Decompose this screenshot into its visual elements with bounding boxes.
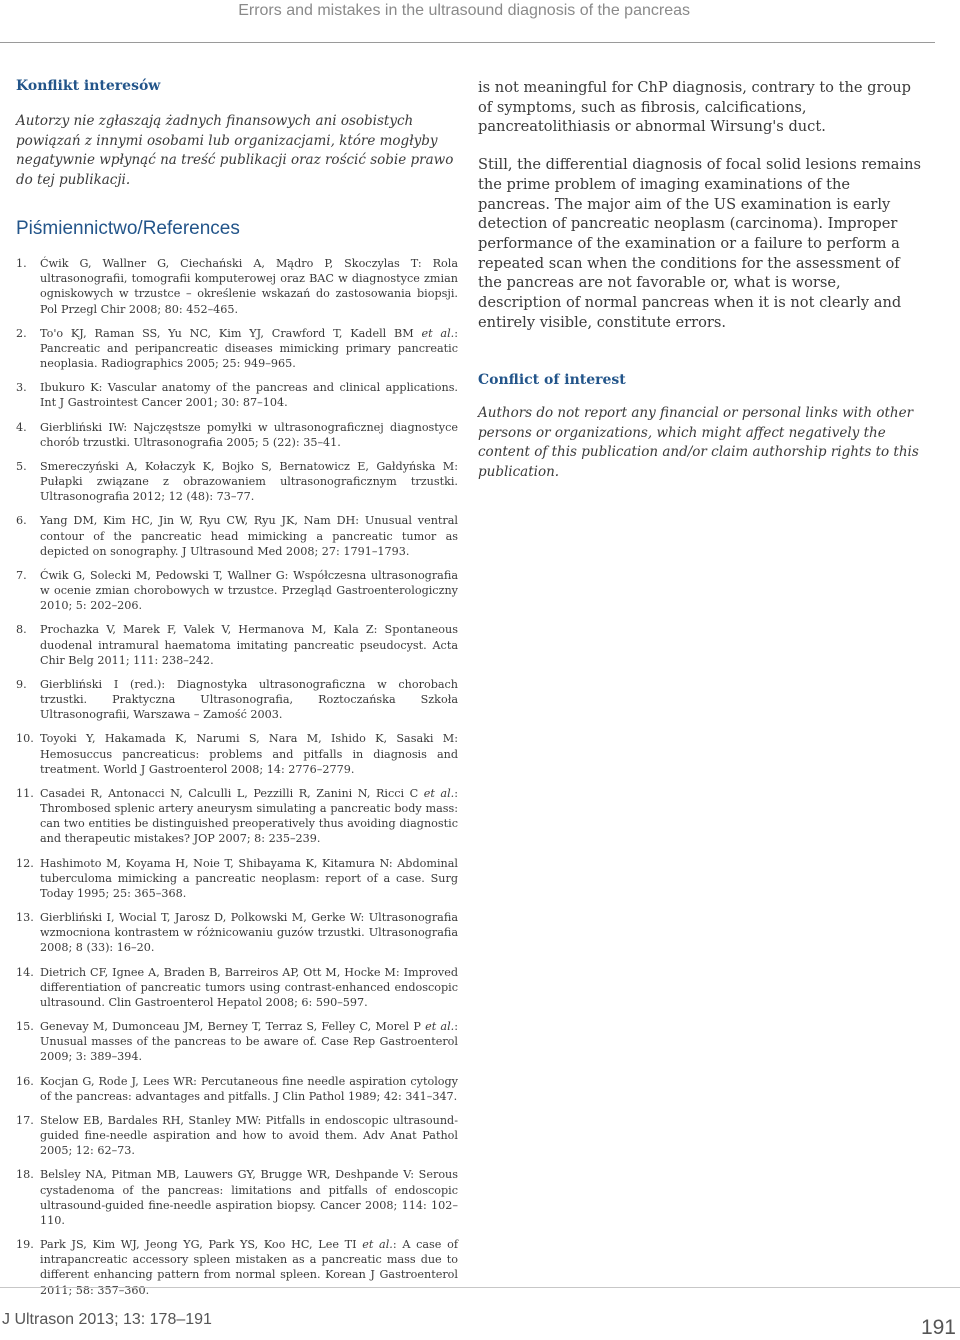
reference-number: 1. [16, 257, 27, 270]
reference-number: 13. [16, 911, 34, 924]
reference-number: 19. [16, 1238, 34, 1251]
reference-text: Ćwik G, Solecki M, Pedowski T, Wallner G: Współczesna ultrasonografia w ocenie zmian chorobowych w trzustce. Przegląd Gastroenterologiczny 2010; 5: 202–206. [40, 568, 458, 613]
reference-text: To'o KJ, Raman SS, Yu NC, Kim YJ, Crawford T, Kadell BM [40, 326, 422, 340]
reference-number: 14. [16, 965, 34, 979]
conflict-pl-text: Autorzy nie zgłaszają żadnych finansowych ani osobistych powiązań z innymi osobami lub organizacjami, które mogłyby negatywnie wpłynąć na treść publikacji oraz rościć sobie prawo do tej publikacji. [16, 113, 454, 188]
conflict-text: Authors do not report any financial or personal links with other persons or organizations, which might affect negatively the content of this publication and/or claim authorship rights to this publication. [478, 405, 919, 480]
reference-item [16, 256, 458, 317]
reference-number: 17. [16, 1113, 34, 1127]
reference-number: 2. [16, 326, 27, 340]
reference-number: 15. [16, 1020, 34, 1033]
reference-number: 4. [16, 420, 27, 434]
reference-text: Gierbliński I, Wocial T, Jarosz D, Polkowski M, Gerke W: Ultrasonografia wzmocniona kontrastem w różnicowaniu guzów trzustki. Ultrasonografia 2008; 8 (33): 16–20. [40, 911, 458, 955]
reference-number: 7. [16, 568, 27, 582]
reference-item [16, 513, 458, 559]
footer-rule [0, 1287, 960, 1288]
body-paragraph-1: is not meaningful for ChP diagnosis, contrary to the group of symptoms, such as fibrosis, calcifications, pancreatolithiasis or abnormal Wirsung's duct. [478, 79, 911, 136]
reference-text: Dietrich CF, Ignee A, Braden B, Barreiros AP, Ott M, Hocke M: Improved differentiation of pancreatic tumors using contrast-enhanced endoscopic ultrasound. Clin Gastroenterol Hepatol 2008; 6: 590–597. [40, 965, 458, 1009]
reference-item [16, 1237, 458, 1298]
reference-number: 18. [16, 1168, 34, 1182]
reference-item [16, 326, 458, 372]
reference-text: Smereczyński A, Kołaczyk K, Bojko S, Bernatowicz E, Gałdyńska M: Pułapki związane z obrazowaniem ultrasonograficznym trzustki. Ultrasonografia 2012; 12 (48): 73–77. [40, 459, 458, 504]
page-number: 191 [920, 1316, 956, 1339]
reference-item [16, 459, 458, 505]
reference-text-tail: : Pancreatic and peripancreatic diseases mimicking primary pancreatic neoplasia. Radiographics 2005; 25: 949–965. [40, 326, 458, 371]
reference-item [16, 420, 458, 450]
reference-etal: et al. [423, 786, 455, 800]
reference-text: Toyoki Y, Hakamada K, Narumi S, Nara M, Ishido K, Sasaki M: Hemosuccus pancreaticus: problems and pitfalls in diagnosis and treatment. World J Gastroenterol 2008; 14: 2776–2779. [40, 732, 458, 776]
reference-item [16, 856, 458, 902]
reference-text: Kocjan G, Rode J, Lees WR: Percutaneous fine needle aspiration cytology of the pancreas: advantages and pitfalls. J Clin Pathol 1989; 42: 341–347. [40, 1074, 458, 1103]
reference-text: Ćwik G, Wallner G, Ciechański A, Mądro P, Skoczylas T: Rola ultrasonografii, tomografii komputerowej oraz BAC w diagnostyce zmian ogniskowych w trzustce – określenie wskazań do zastosowania biopsji. Pol Przegl Chir 2008; 80: 452–465. [40, 257, 458, 316]
running-header: Errors and mistakes in the ultrasound diagnosis of the pancreas [238, 2, 690, 19]
reference-text: Belsley NA, Pitman MB, Lauwers GY, Brugge WR, Deshpande V: Serous cystadenoma of the pancreas: limitations and pitfalls of endoscopic ultrasound-guided fine-needle aspiration biopsy. Cancer 2008; 114: 102–110. [40, 1168, 458, 1227]
references-heading: Piśmiennictwo/References [16, 218, 240, 239]
conflict-heading: Conflict of interest [478, 372, 626, 389]
conflict-pl-heading: Konflikt interesów [16, 78, 161, 94]
reference-number: 10. [16, 732, 34, 746]
reference-number: 9. [16, 677, 27, 691]
reference-item [16, 380, 458, 410]
reference-text: Ibukuro K: Vascular anatomy of the pancreas and clinical applications. Int J Gastrointest Cancer 2001; 30: 87–104. [40, 381, 458, 410]
reference-text: Genevay M, Dumonceau JM, Berney T, Terraz S, Felley C, Morel P [40, 1020, 426, 1033]
reference-number: 6. [16, 514, 27, 528]
reference-item [16, 965, 458, 1011]
reference-text: Park JS, Kim WJ, Jeong YG, Park YS, Koo HC, Lee TI [40, 1238, 363, 1251]
right-column [478, 78, 922, 482]
reference-item [16, 622, 458, 668]
reference-item [16, 568, 458, 614]
reference-number: 3. [16, 381, 27, 395]
body-paragraph-2: Still, the differential diagnosis of focal solid lesions remains the prime problem of imaging examinations of the pancreas. The major aim of the US examination is early detection of pancreatic neoplasm (carcinoma). Improper performance of the examination or a failure to perform a repeated scan when the conditions for the assessment of the pancreas are not favorable or, what is worse, description of normal pancreas when it is not clearly and entirely visible, constitute errors. [478, 156, 922, 331]
reference-text: Gierbliński I (red.): Diagnostyka ultrasonograficzna w chorobach trzustki. Praktyczna Ultrasonografia, Roztoczańska Szkoła Ultrasonografii, Warszawa – Zamość 2003. [40, 677, 458, 722]
reference-item [16, 1113, 458, 1159]
reference-text: Casadei R, Antonacci N, Calculli L, Pezzilli R, Zanini N, Ricci C [40, 786, 424, 800]
header-rule [0, 42, 935, 43]
reference-number: 16. [16, 1074, 34, 1088]
reference-text-tail: : A case of intrapancreatic accessory spleen mistaken as a pancreatic mass due to different enhancing pattern from normal spleen. Korean J Gastroenterol 2011; 58: 357–360. [40, 1238, 458, 1297]
reference-text: Gierbliński IW: Najczęstsze pomyłki w ultrasonograficznej diagnostyce chorób trzustki. Ultrasonografia 2005; 5 (22): 35–41. [40, 420, 458, 449]
reference-text: Prochazka V, Marek F, Valek V, Hermanova M, Kala Z: Spontaneous duodenal intramural haematoma imitating pancreatic pseudocyst. Acta Chir Belg 2011; 111: 238–242. [40, 623, 458, 667]
reference-item [16, 731, 458, 777]
reference-text: Stelow EB, Bardales RH, Stanley MW: Pitfalls in endoscopic ultrasound-guided fine-needle aspiration and how to avoid them. Adv Anat Pathol 2005; 12: 62–73. [40, 1113, 458, 1158]
reference-text-tail: : Thrombosed splenic artery aneurysm simulating a pancreatic body mass: can two entities be distinguished preoperatively thus avoiding diagnostic and therapeutic mistakes? JOP 2007; 8: 235–239. [40, 786, 458, 846]
reference-number: 11. [16, 786, 34, 800]
reference-text: Hashimoto M, Koyama H, Noie T, Shibayama K, Kitamura N: Abdominal tuberculoma mimicking a pancreatic neoplasm: report of a case. Surg Today 1995; 25: 365–368. [40, 856, 458, 900]
reference-item [16, 910, 458, 956]
reference-item [16, 1074, 458, 1104]
reference-list [16, 256, 458, 1298]
reference-etal: et al. [421, 326, 455, 340]
reference-number: 5. [16, 459, 27, 473]
reference-number: 8. [16, 623, 27, 637]
reference-etal: et al. [362, 1238, 393, 1251]
reference-number: 12. [16, 856, 34, 870]
reference-item [16, 1167, 458, 1228]
reference-text-tail: : Unusual masses of the pancreas to be aware of. Case Rep Gastroenterol 2009; 3: 389–394. [40, 1020, 458, 1064]
reference-item [16, 677, 458, 723]
reference-etal: et al. [425, 1020, 455, 1033]
reference-item [16, 1019, 458, 1065]
reference-item [16, 786, 458, 847]
left-column [16, 78, 458, 1307]
footer-journal-citation: J Ultrason 2013; 13: 178–191 [2, 1311, 212, 1328]
reference-text: Yang DM, Kim HC, Jin W, Ryu CW, Ryu JK, Nam DH: Unusual ventral contour of the pancreatic head mimicking a pancreatic tumor as depicted on sonography. J Ultrasound Med 2008; 27: 1791–1793. [40, 514, 458, 558]
